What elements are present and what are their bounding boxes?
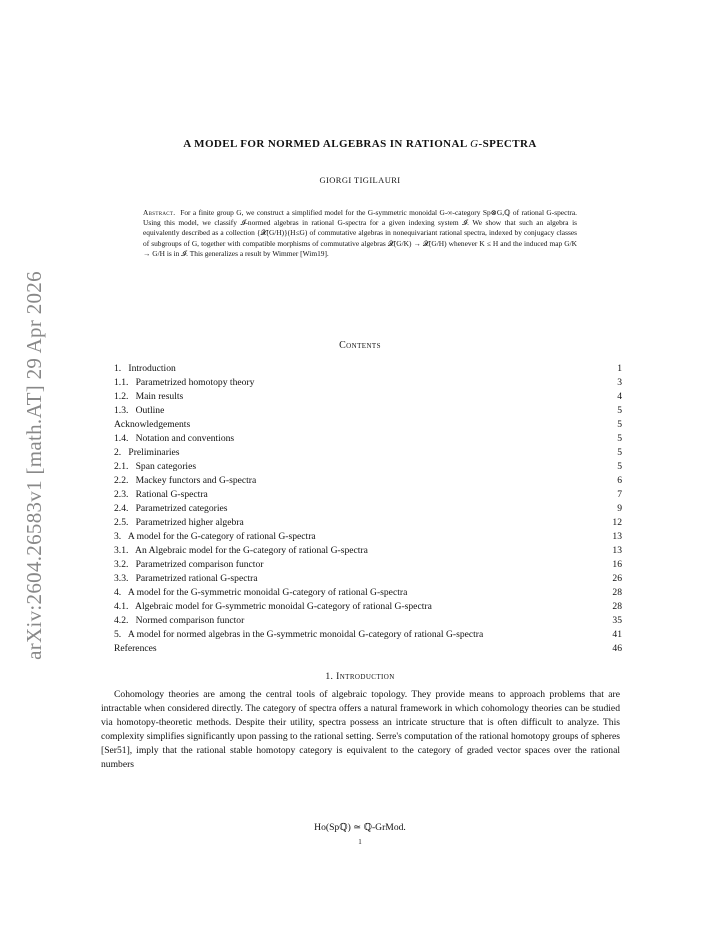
- title-suffix: -SPECTRA: [478, 138, 537, 150]
- page-number: 1: [358, 838, 362, 846]
- toc-entry-label: 1. Introduction: [114, 363, 176, 374]
- toc-entry-label: 2.3. Rational G-spectra: [114, 489, 208, 500]
- toc-entry[interactable]: [114, 432, 622, 446]
- toc-entry-page: 5: [617, 419, 622, 430]
- toc-entry-page: 5: [617, 447, 622, 458]
- toc-entry-label: 3.1. An Algebraic model for the G-category of rational G-spectra: [114, 545, 368, 556]
- toc-entry-page: 13: [612, 531, 622, 542]
- arxiv-identifier: [14, 245, 54, 685]
- toc-entry[interactable]: [114, 390, 622, 404]
- title-main: A MODEL FOR NORMED ALGEBRAS IN RATIONAL: [183, 138, 471, 150]
- toc-entry[interactable]: [114, 502, 622, 516]
- toc-entry[interactable]: [114, 418, 622, 432]
- toc-entry[interactable]: [114, 376, 622, 390]
- toc-entry-page: 3: [617, 377, 622, 388]
- toc-entry-label: 1.4. Notation and conventions: [114, 433, 235, 444]
- toc-entry-page: 6: [617, 475, 622, 486]
- display-equation: Ho(Spℚ) ≃ ℚ-GrMod.: [314, 822, 406, 833]
- toc-entry-label: 2.5. Parametrized higher algebra: [114, 517, 244, 528]
- table-of-contents: [114, 362, 622, 656]
- toc-entry-label: 1.1. Parametrized homotopy theory: [114, 377, 255, 388]
- toc-entry[interactable]: [114, 474, 622, 488]
- toc-entry[interactable]: [114, 488, 622, 502]
- toc-entry-page: 7: [617, 489, 622, 500]
- toc-entry-page: 1: [617, 363, 622, 374]
- toc-entry-label: Acknowledgements: [114, 419, 191, 430]
- toc-entry[interactable]: [114, 530, 622, 544]
- toc-entry-page: 46: [612, 643, 622, 654]
- toc-entry-label: 3. A model for the G-category of rational G-spectra: [114, 531, 316, 542]
- toc-entry-page: 4: [617, 391, 622, 402]
- toc-entry[interactable]: [114, 446, 622, 460]
- toc-entry-label: 2.4. Parametrized categories: [114, 503, 228, 514]
- toc-entry[interactable]: [114, 558, 622, 572]
- toc-entry-label: 2.1. Span categories: [114, 461, 197, 472]
- toc-entry-label: 1.2. Main results: [114, 391, 184, 402]
- toc-entry-label: 3.2. Parametrized comparison functor: [114, 559, 264, 570]
- toc-entry-label: 4.2. Normed comparison functor: [114, 615, 245, 626]
- toc-entry[interactable]: [114, 614, 622, 628]
- toc-entry-page: 9: [617, 503, 622, 514]
- toc-entry[interactable]: [114, 628, 622, 642]
- toc-entry-page: 28: [612, 587, 622, 598]
- toc-entry-page: 12: [612, 517, 622, 528]
- toc-entry-page: 5: [617, 433, 622, 444]
- toc-entry-label: 2.2. Mackey functors and G-spectra: [114, 475, 257, 486]
- toc-entry-label: References: [114, 643, 157, 654]
- abstract-label: Abstract.: [143, 208, 176, 217]
- toc-entry[interactable]: [114, 404, 622, 418]
- toc-entry-label: 1.3. Outline: [114, 405, 165, 416]
- toc-entry-page: 41: [612, 629, 622, 640]
- toc-entry[interactable]: [114, 586, 622, 600]
- toc-entry-page: 5: [617, 405, 622, 416]
- toc-entry[interactable]: [114, 362, 622, 376]
- paper-title: [0, 138, 720, 150]
- toc-entry[interactable]: [114, 600, 622, 614]
- toc-entry-page: 13: [612, 545, 622, 556]
- abstract: [143, 208, 577, 259]
- section-heading: 1. Introduction: [325, 671, 395, 682]
- toc-entry-page: 35: [612, 615, 622, 626]
- toc-entry-page: 5: [617, 461, 622, 472]
- toc-entry-page: 16: [612, 559, 622, 570]
- toc-entry-page: 28: [612, 601, 622, 612]
- toc-entry[interactable]: [114, 460, 622, 474]
- author-name: GIORGI TIGILAURI: [319, 175, 401, 185]
- toc-entry[interactable]: [114, 544, 622, 558]
- toc-entry-label: 4. A model for the G-symmetric monoidal G-category of rational G-spectra: [114, 587, 408, 598]
- intro-paragraph: Cohomology theories are among the central tools of algebraic topology. They provide means to approach problems that are intractable when considered directly. The category of spectra offers a natural framework in which cohomology theories can be studied via homotopy-theoretic methods. Despite their utility, spectra possess an intricate structure that is often difficult to analyze. This complexity simplifies significantly upon passing to the rational setting. Serre's computation of the rational homotopy groups of spheres [Ser51], imply that the rational stable homotopy category is equivalent to the category of graded vector spaces over the rational numbers: [101, 689, 620, 771]
- toc-entry-label: 3.3. Parametrized rational G-spectra: [114, 573, 258, 584]
- toc-entry[interactable]: [114, 642, 622, 656]
- toc-entry[interactable]: [114, 516, 622, 530]
- toc-entry-label: 4.1. Algebraic model for G-symmetric monoidal G-category of rational G-spectra: [114, 601, 432, 612]
- abstract-text: For a finite group G, we construct a simplified model for the G-symmetric monoidal G-∞-category Sp⊗G,ℚ of rational G-spectra. Using this model, we classify 𝓘-normed algebras in rational G-spectra for a given indexing system 𝓘. We show that such an algebra is equivalently described as a collection {𝓧(G/H)}(H≤G) of commutative algebras in nonequivariant rational spectra, indexed by conjugacy classes of subgroups of G, together with compatible morphisms of commutative algebras 𝓧(G/K) → 𝓧(G/H) whenever K ≤ H and the induced map G/K → G/H is in 𝓘. This generalizes a result by Wimmer [Wim19].: [143, 208, 578, 258]
- title-italic: G: [470, 138, 479, 150]
- toc-entry-label: 5. A model for normed algebras in the G-symmetric monoidal G-category of rational G-spectra: [114, 629, 484, 640]
- contents-heading: Contents: [339, 340, 381, 351]
- toc-entry-label: 2. Preliminaries: [114, 447, 180, 458]
- toc-entry-page: 26: [612, 573, 622, 584]
- arxiv-identifier-text: arXiv:2604.26583v1 [math.AT] 29 Apr 2026: [21, 270, 46, 660]
- toc-entry[interactable]: [114, 572, 622, 586]
